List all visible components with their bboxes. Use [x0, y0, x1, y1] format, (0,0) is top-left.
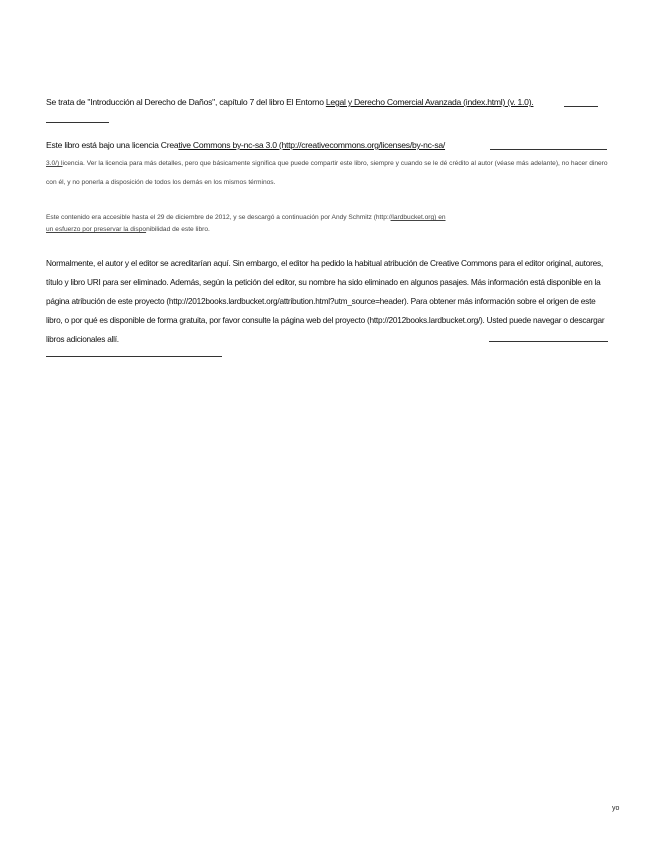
underline-rule: [46, 122, 109, 123]
license-paragraph: [46, 136, 611, 191]
creative-commons-link[interactable]: tive Commons by-nc-sa 3.0 (http://creativecommons.org/licenses/by-nc-sa/: [178, 140, 446, 150]
license-lead-text: Este libro está bajo una licencia Crea: [46, 140, 179, 150]
license-detail-text: icencia. Ver la licencia para más detalles, pero que básicamente significa que puede compartir este libro, siempre y cuando se le dé crédito al autor (véase más adelante), no hacer dinero con él, y no ponerla a disposición de todos los demás en los mismos términos.: [46, 160, 608, 186]
preservation-link[interactable]: un esfuerzo por preservar la dispo: [46, 226, 147, 233]
chapter-source-paragraph: [46, 94, 606, 111]
underline-rule: [490, 149, 607, 150]
lardbucket-link[interactable]: /lardbucket.org) en: [390, 214, 446, 221]
underline-rule: [46, 356, 222, 357]
archive-note-tail: nibilidad de este libro.: [146, 226, 210, 233]
book-index-link[interactable]: Legal y Derecho Comercial Avanzada (index.html) (v. 1.0).: [325, 97, 534, 107]
underline-rule: [564, 106, 598, 107]
underline-rule: [489, 341, 608, 342]
archive-note-text: Este contenido era accesible hasta el 29 de diciembre de 2012, y se descargó a continuación por Andy Schmitz (http:/: [46, 214, 391, 221]
creative-commons-link-cont[interactable]: 3.0/) l: [46, 160, 63, 167]
publisher-notice-paragraph: [46, 254, 611, 349]
publisher-notice-text: Normalmente, el autor y el editor se acreditarían aquí. Sin embargo, el editor ha pedido la habitual atribución de Creative Commons para el editor original, autores, título y libro URI para ser eliminado. Además, según la petición del editor, su nombre ha sido eliminado en algunos pasajes. Más información está disponible en la página atribución de este proyecto (http://2012books.lardbucket.org/attribution.html?utm_source=header). Para obtener más información sobre el origen de este libro, o por qué es disponible de forma gratuita, por favor consulte la página web del proyecto (http://2012books.lardbucket.org/). Usted puede navegar o descargar libros adicionales allí.: [46, 258, 605, 344]
archive-note-paragraph: [46, 212, 546, 236]
chapter-source-text: Se trata de "Introducción al Derecho de Daños", capítulo 7 del libro El Entorno: [46, 97, 326, 107]
page-number: yo: [612, 805, 620, 812]
